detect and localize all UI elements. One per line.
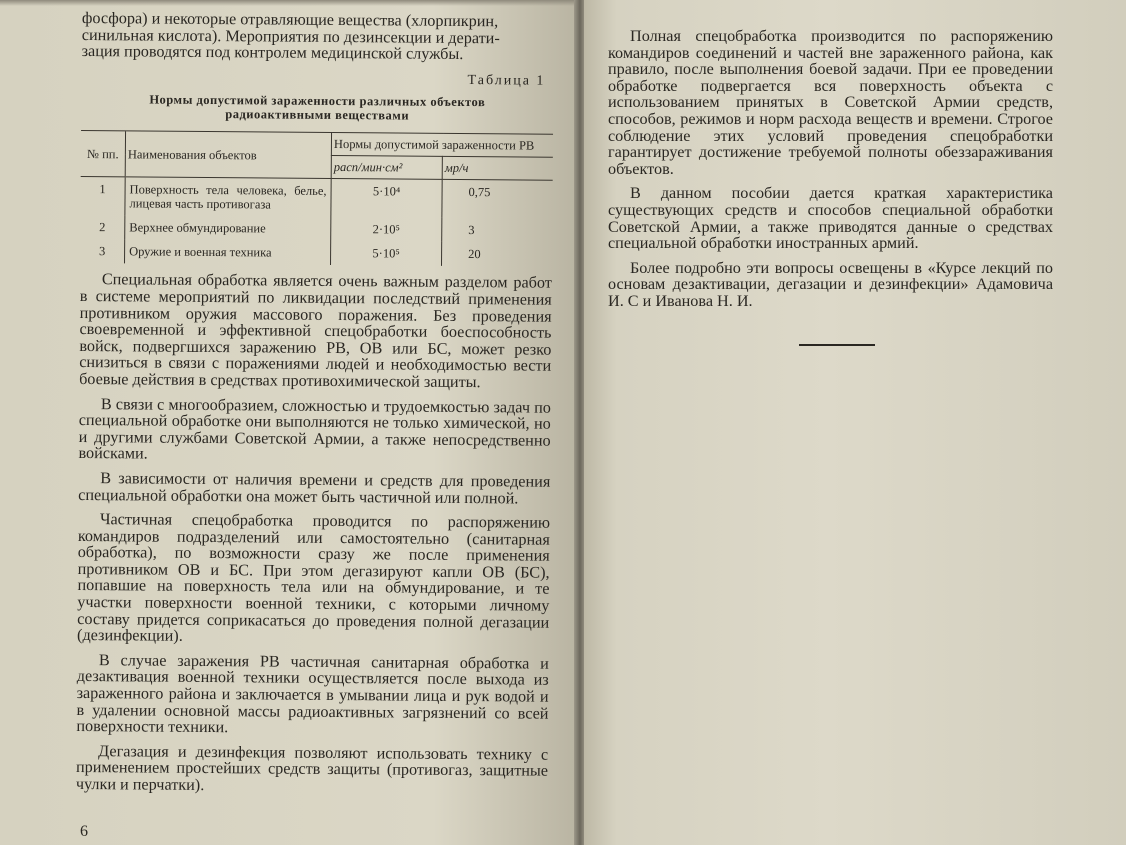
table-title: [81, 92, 553, 124]
row-value-dpm: 5·10⁵: [331, 241, 442, 266]
intro-line: синильная кислота). Мероприятия по дезинсекции и дерати-: [81, 25, 500, 47]
right-page: [584, 0, 1126, 845]
table-caption: Таблица 1: [467, 72, 546, 89]
row-value-dpm: 5·10⁴: [331, 179, 442, 218]
right-text-column: [608, 28, 1053, 310]
table-title-line: Нормы допустимой зараженности различных объектов: [149, 92, 486, 110]
paragraph: В связи с многообразием, сложностью и трудоемкостью задач по специальной обработке они выполняются не только химической, но и другими службами Советской Армии, а также непосредственно войсками.: [78, 394, 551, 463]
paragraph: Более подробно эти вопросы освещены в «Курсе лекций по основам дезактивации, дегазации и дезинфекции» Адамовича И. С и Иванова Н. И.: [608, 258, 1053, 310]
row-name: Верхнее обмундирование: [125, 216, 331, 242]
row-value-mrh: 0,75: [468, 185, 491, 200]
intro-line: зация проводятся под контролем медицинской службы.: [81, 42, 464, 64]
norms-table: [80, 130, 553, 267]
paragraph: Частичная спецобработка проводится по распоряжению командиров подразделений или самостоятельно (санитарная обработка), по возможности сразу же после применения противником ОВ и БС. При этом дегазируют капли ОВ (БС), попавшие на поверхность тела или на обмундирование, и те участки поверхности военной техники, с которыми личному составу придется соприкасаться до проведения полной дегазации (дезинфекции).: [77, 510, 551, 646]
paragraph: Дегазация и дезинфекция позволяют использовать технику с применением простейших средств защиты (противогаз, защитные чулки и перчатки).: [75, 741, 549, 794]
row-name: Поверхность тела человека, белье, лицевая часть противогаза: [125, 177, 331, 217]
table-row: [80, 215, 552, 243]
left-text-column: [76, 10, 554, 796]
paragraph: Специальная обработка является очень важным разделом работ в системе мероприятий по ликвидации последствий применения противником оружия массового поражения. Без проведения своевременной и эффективной спецобработки боеспособность войск, подвергшихся заражению РВ, ОВ или БС, может резко снизиться в связи с поражениями людей и необходимостью вести боевые действия в средствах противохимической защиты.: [79, 270, 552, 392]
table-title-line: радиоактивными веществами: [225, 107, 410, 123]
row-value-dpm: 2·10⁵: [331, 217, 442, 242]
page-edge-shadow: [0, 0, 578, 6]
col-header-dpm: расп/мин·см²: [331, 156, 442, 180]
end-rule: [799, 344, 875, 346]
table-row: [80, 177, 552, 219]
col-header-name: Наименования объектов: [125, 131, 331, 179]
row-number: 3: [98, 244, 106, 259]
table-row: [80, 239, 552, 267]
page-number: 6: [80, 823, 88, 840]
paragraph: Полная спецобработка производится по распоряжению командиров соединений и частей вне зараженного района, как правило, после выполнения боевой задачи. При ее проведении обработке подвергается вся поверхность объекта с использованием принятых в Советской Армии средств, способов, режимов и норм расхода веществ и времени. Строгое соблюдение этих условий проведения спецобработки гарантирует достижение требуемой полноты обеззараживания объектов.: [608, 27, 1053, 178]
col-header-mrh: мр/ч: [442, 157, 553, 181]
paragraph: В случае заражения РВ частичная санитарная обработка и дезактивация военной техники осуществляется после выхода из зараженного района и заключается в умывании лица и рук водой и в удалении основной массы радиоактивных загрязнений со всей поверхности техники.: [76, 650, 549, 737]
paragraph: В данном пособии дается краткая характеристика существующих средств и способов специальной обработки Советской Армии, а также приводятся данные о средствах специальной обработки иностранных армий.: [608, 184, 1053, 253]
row-value-mrh: 3: [468, 223, 475, 238]
intro-line: фосфора) и некоторые отравляющие вещества (хлорпикрин,: [81, 9, 499, 31]
row-value-mrh: 20: [468, 247, 481, 262]
paragraph: В зависимости от наличия времени и средств для проведения специальной обработки она может быть частичной или полной.: [78, 469, 551, 507]
col-header-norms: Нормы допустимой зараженности РВ: [331, 133, 553, 158]
row-number: 2: [99, 220, 106, 235]
row-number: 1: [99, 182, 106, 197]
col-header-number: № пп.: [81, 131, 126, 177]
row-name: Оружие и военная техника: [125, 240, 331, 266]
